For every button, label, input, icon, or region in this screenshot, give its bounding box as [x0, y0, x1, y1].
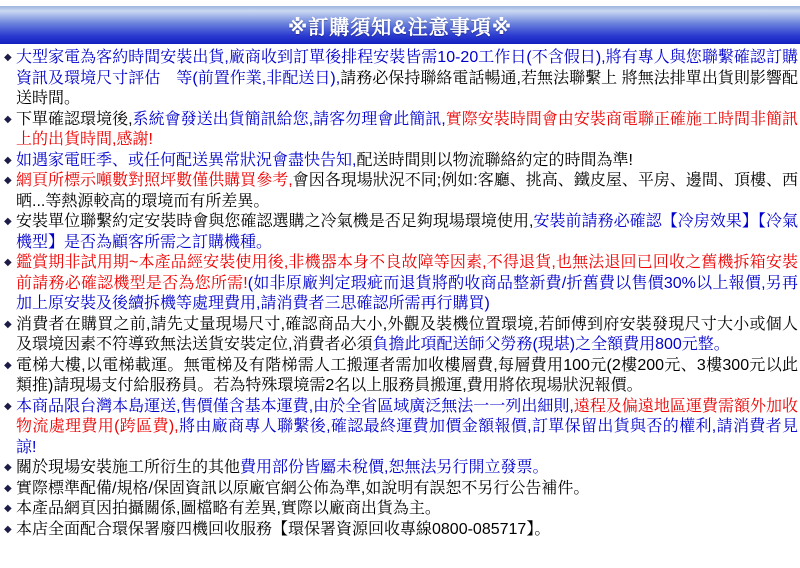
- bullet-diamond-icon: ◆: [4, 52, 12, 63]
- bullet-diamond-icon: ◆: [4, 462, 12, 473]
- bullet-diamond-icon: ◆: [4, 482, 12, 494]
- notice-text-segment: 請務必保持聯絡電話暢通,若無法聯繫上 將無法排單出貨則影響配送時間。: [16, 69, 798, 107]
- notice-text-segment: 費用部份皆屬未稅價,恕無法另行開立發票。: [240, 459, 549, 476]
- notice-text-segment: 如遇家電旺季、或任何配送異常狀況會盡快告知,: [16, 151, 357, 169]
- notice-text-segment: 將由廠商專人聯繫後,確認最終運費加價金額報價,訂單保留出貨與否的權利,請消費者見諒!: [16, 418, 798, 456]
- notice-text-segment: 配送時間則以物流聯絡約定的時間為準!: [356, 151, 633, 169]
- bullet-diamond-icon: ◆: [4, 400, 12, 412]
- notice-text-segment: 鑑賞期非試用期~本產品經安裝使用後,非機器本身不良故障等因素,不得退貨,也無法退回已回收之舊機拆箱安裝前請務必確認機型是否為您所需!: [16, 254, 798, 292]
- bullet-diamond-icon: ◆: [4, 359, 12, 371]
- notice-text-segment: 電梯大樓,以電梯載運。無電梯及有階梯需人工搬運者需加收樓層費,每層費用100元(2樓200元、3樓300元以此類推)請現場支付給服務員。若為特殊環境需2名以上服務員搬運,費用將依現場狀況報價。: [16, 356, 798, 394]
- bullet-diamond-icon: ◆: [4, 318, 12, 330]
- notice-text-segment: 會因各現場狀況不同;例如:客廳、挑高、鐵皮屋、平房、邊間、頂樓、西晒...等熱源較高的環境而有所差異。: [16, 172, 798, 210]
- notice-item: [3, 397, 798, 459]
- notice-item: [3, 458, 798, 479]
- notice-item: [3, 171, 798, 212]
- notice-text-segment: 安裝單位聯繫約定安裝時會與您確認選購之冷氣機是否足夠現場環境使用,: [16, 213, 534, 230]
- notice-item: [3, 48, 798, 110]
- bullet-diamond-icon: ◆: [4, 216, 12, 227]
- page-title: ※訂購須知&注意事項※: [287, 16, 513, 39]
- notice-text-segment: 網頁所標示噸數對照坪數僅供購買參考,: [16, 172, 293, 189]
- notice-list: [0, 48, 800, 540]
- bullet-diamond-icon: ◆: [4, 154, 12, 166]
- notice-text-segment: 消費者在購買之前,請先丈量現場尺寸,確認商品大小,外觀及裝機位置環境,若師傅到府安裝發現尺寸大小或個人及環境因素不符導致無法送貨安裝定位,消費者必須: [16, 315, 798, 353]
- notice-item: [3, 479, 798, 500]
- notice-header-bar: [0, 6, 800, 44]
- notice-item: [3, 356, 798, 397]
- notice-text-segment: 遠程及偏遠地區運費需額外加收物流處理費用(跨區費),: [16, 397, 798, 435]
- bullet-diamond-icon: ◆: [4, 523, 12, 535]
- notice-item: [3, 315, 798, 356]
- notice-text-segment: 本產品網頁因拍攝關係,圖檔略有差異,實際以廠商出貨為主。: [16, 500, 441, 517]
- bullet-diamond-icon: ◆: [4, 113, 12, 125]
- notice-text-segment: 系統會發送出貨簡訊給您,請客勿理會此簡訊,: [132, 110, 446, 128]
- notice-item: [3, 110, 798, 151]
- notice-text-segment: 大型家電為客約時間安裝出貨,廠商收到訂單後排程安裝皆需10-20工作日(不含假日),將有專人與您聯繫確認訂購資訊及環境尺寸評估 等(前置作業,非配送日),: [16, 49, 798, 87]
- notice-item: [3, 212, 798, 253]
- notice-text-segment: 下單確認環境後,: [16, 110, 133, 128]
- notice-item: [3, 520, 798, 541]
- bullet-diamond-icon: ◆: [4, 503, 12, 514]
- notice-text-segment: 實際標準配備/規格/保固資訊以原廠官網公佈為準,如說明有誤恕不另行公告補件。: [16, 479, 590, 497]
- notice-text-segment: 本店全面配合環保署廢四機回收服務【環保署資源回收專線0800-085717】。: [16, 520, 551, 538]
- notice-item: [3, 499, 798, 520]
- notice-item: [3, 253, 798, 315]
- notice-text-segment: 負擔此項配送師父勞務(現堪)之全額費用800元整。: [372, 336, 730, 353]
- notice-text-segment: (如非原廠判定瑕疵而退貨將酌收商品整新費/折舊費以售價30%以上報價,另再加上原安裝及後續拆機等處理費用,請消費者三思確認所需再行購買): [16, 274, 798, 312]
- bullet-diamond-icon: ◆: [4, 175, 12, 186]
- notice-item: [3, 151, 798, 172]
- notice-text-segment: 安裝前請務必確認【冷房效果】【冷氣機型】是否為顧客所需之訂購機種。: [16, 213, 798, 251]
- bullet-diamond-icon: ◆: [4, 257, 12, 268]
- notice-text-segment: 本商品限台灣本島運送,售價僅含基本運費,由於全省區域廣泛無法一一列出細則,: [16, 397, 574, 415]
- notice-text-segment: 關於現場安裝施工所衍生的其他: [16, 459, 241, 476]
- notice-text-segment: 實際安裝時間會由安裝商電聯正確施工時間非簡訊上的出貨時間,感謝!: [16, 110, 798, 148]
